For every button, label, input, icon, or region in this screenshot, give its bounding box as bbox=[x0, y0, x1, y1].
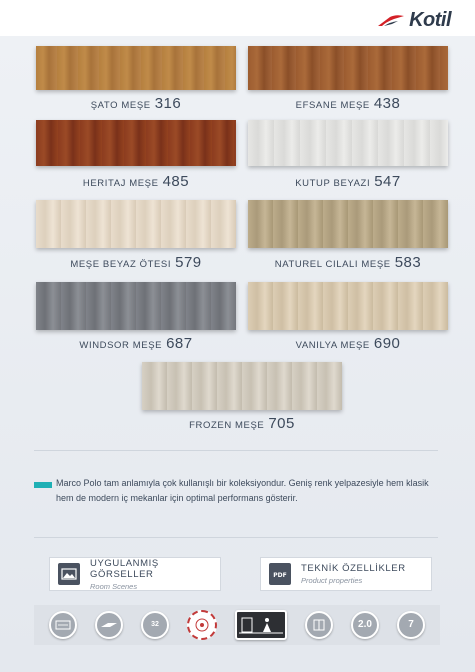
product-code: 690 bbox=[373, 335, 401, 352]
product-card[interactable] bbox=[142, 362, 342, 436]
product-caption bbox=[36, 95, 236, 113]
product-name: EFSANE MEŞE bbox=[295, 100, 370, 111]
surface-icon bbox=[305, 611, 333, 639]
product-card[interactable] bbox=[248, 282, 448, 354]
guarantee-value: 7 bbox=[408, 619, 414, 630]
product-name: NATUREL CILALI MEŞE bbox=[274, 259, 391, 270]
product-code: 547 bbox=[374, 173, 401, 190]
wood-texture-icon bbox=[49, 611, 77, 639]
product-card[interactable] bbox=[36, 46, 236, 116]
product-card[interactable] bbox=[248, 46, 448, 116]
product-name: HERITAJ MEŞE bbox=[82, 178, 159, 189]
product-code: 687 bbox=[166, 335, 193, 352]
product-caption bbox=[36, 335, 236, 353]
kotil-logo[interactable] bbox=[376, 9, 451, 32]
product-code: 583 bbox=[394, 254, 422, 271]
collection-description: Marco Polo tam anlamıyla çok kullanışlı bir koleksiyondur. Geniş renk yelpazesiyle hem klasik hem de modern iç mekanlar için optimal performans gösterir. bbox=[56, 478, 429, 503]
product-caption bbox=[248, 173, 448, 191]
product-code: 438 bbox=[373, 95, 401, 112]
room-scenes-subtitle: Room Scenes bbox=[90, 581, 138, 591]
swatch-efsane-mese[interactable] bbox=[248, 46, 448, 90]
header bbox=[0, 0, 475, 36]
svg-text:PDF: PDF bbox=[273, 572, 287, 579]
product-name: KUTUP BEYAZI bbox=[295, 178, 371, 189]
product-caption bbox=[36, 173, 236, 191]
product-card[interactable] bbox=[36, 282, 236, 354]
guarantee-icon bbox=[397, 611, 425, 639]
product-card[interactable] bbox=[36, 120, 236, 190]
swatch-naturel-cilali-mese[interactable] bbox=[248, 200, 448, 248]
product-card[interactable] bbox=[248, 200, 448, 272]
swatch-sato-mese[interactable] bbox=[36, 46, 236, 90]
product-code: 316 bbox=[154, 95, 182, 112]
building-usage-icon bbox=[235, 610, 287, 640]
certificate-seal-icon bbox=[187, 610, 217, 640]
product-name: MEŞE BEYAZ ÖTESI bbox=[70, 259, 172, 270]
technical-specs-title: TEKNİK ÖZELLİKLER bbox=[301, 563, 406, 574]
usage-class-value: 32 bbox=[151, 621, 159, 628]
product-name: ŞATO MEŞE bbox=[90, 100, 151, 111]
product-card[interactable] bbox=[36, 200, 236, 272]
accent-bar bbox=[34, 482, 52, 488]
product-caption bbox=[248, 335, 448, 353]
product-name: VANILYA MEŞE bbox=[295, 340, 370, 351]
product-caption bbox=[142, 415, 342, 433]
product-caption bbox=[248, 254, 448, 272]
pdf-icon bbox=[269, 563, 291, 585]
logo-swoosh-icon bbox=[376, 14, 406, 28]
swatch-mese-beyaz-otesi[interactable] bbox=[36, 200, 236, 248]
divider bbox=[34, 450, 438, 451]
swatch-frozen-mese[interactable] bbox=[142, 362, 342, 410]
thickness-icon bbox=[351, 611, 379, 639]
swatch-kutup-beyazi[interactable] bbox=[248, 120, 448, 166]
room-scenes-button[interactable] bbox=[49, 557, 221, 591]
image-icon bbox=[58, 563, 80, 585]
swatch-heritaj-mese[interactable] bbox=[36, 120, 236, 166]
feature-icons-bar bbox=[34, 605, 440, 645]
product-caption bbox=[248, 95, 448, 113]
product-caption bbox=[36, 254, 236, 272]
product-name: FROZEN MEŞE bbox=[189, 420, 265, 431]
usage-class-icon bbox=[141, 611, 169, 639]
technical-specs-subtitle: Product properties bbox=[301, 576, 363, 585]
product-name: WINDSOR MEŞE bbox=[79, 340, 163, 351]
room-scenes-title: UYGULANMIŞ GÖRSELLER bbox=[90, 557, 159, 580]
swatch-vanilya-mese[interactable] bbox=[248, 282, 448, 330]
product-card[interactable] bbox=[248, 120, 448, 190]
product-code: 579 bbox=[175, 254, 202, 271]
product-code: 485 bbox=[162, 173, 190, 190]
click-system-icon bbox=[95, 611, 123, 639]
logo-text: Kotil bbox=[409, 9, 451, 31]
product-code: 705 bbox=[268, 415, 295, 432]
divider bbox=[34, 537, 438, 538]
thickness-value: 2.0 bbox=[358, 619, 372, 630]
swatch-windsor-mese[interactable] bbox=[36, 282, 236, 330]
technical-specs-button[interactable] bbox=[260, 557, 432, 591]
